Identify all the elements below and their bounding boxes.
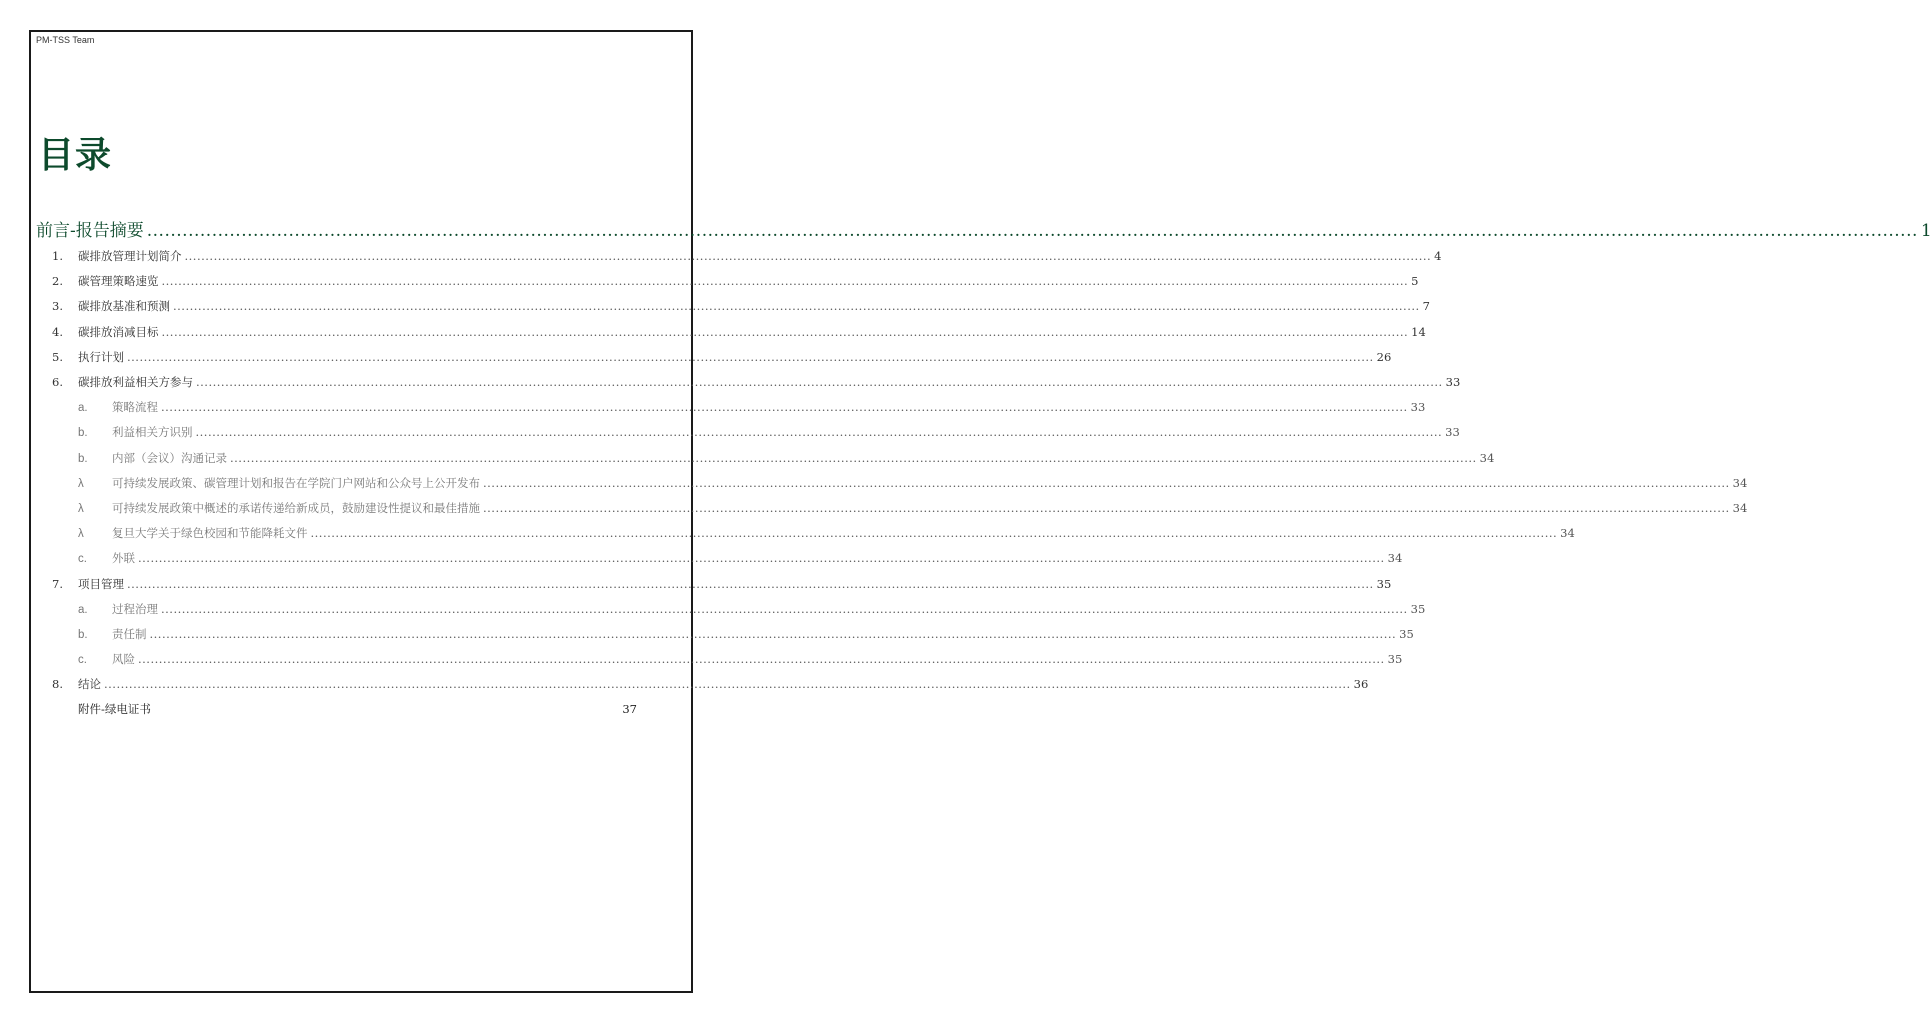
- toc-entry-label: 可持续发展政策、碳管理计划和报告在学院门户网站和公众号上公开发布: [112, 475, 480, 490]
- toc-entry-page: 35: [1387, 652, 1403, 667]
- toc-entry-page: 5: [1411, 274, 1419, 289]
- toc-entry-number: λ: [78, 528, 84, 541]
- toc-entry-page: 34: [1479, 450, 1495, 465]
- toc-entry[interactable]: [52, 349, 1392, 365]
- toc-entry-number: a.: [78, 603, 88, 616]
- toc-entry-number: b.: [78, 427, 88, 440]
- toc-leader: ............................................................................................................................................................................................................................................................................................................: [138, 551, 1385, 566]
- toc-title: 目录: [38, 135, 113, 176]
- toc-leader: ............................................................................................................................................................................................................................................................................................................: [184, 249, 1432, 263]
- toc-entry[interactable]: [78, 475, 1748, 491]
- toc-entry[interactable]: [78, 550, 1403, 566]
- toc-entry-label: 可持续发展政策中概述的承诺传递给新成员，鼓励建设性提议和最佳措施: [112, 501, 480, 515]
- toc-leader: ............................................................................................................................................................................................................................................................................................................: [483, 501, 1730, 515]
- toc-entry-number: c.: [78, 654, 87, 667]
- toc-leader: ............................................................................................................................................................................................................................................................................................................: [161, 601, 1408, 616]
- toc-entry[interactable]: [78, 651, 1403, 667]
- toc-entry-label: 内部（会议）沟通记录: [112, 450, 227, 465]
- toc-entry-number: 5.: [52, 349, 63, 364]
- toc-entry-page: 34: [1560, 526, 1575, 541]
- toc-entry-label: 结论: [78, 677, 101, 692]
- toc-entry-number: 8.: [52, 677, 63, 692]
- toc-entry-number: 7.: [52, 576, 63, 591]
- toc-entry-number: 1.: [52, 249, 63, 263]
- toc-entry[interactable]: [52, 374, 1461, 390]
- toc-entry-page: 34: [1732, 475, 1748, 490]
- toc-entry[interactable]: [52, 576, 1392, 592]
- toc-leader: ............................................................................................................................................................................................................................................................................................................: [196, 375, 1443, 389]
- toc-entry-page: 37: [622, 702, 637, 716]
- toc-entry-number: b.: [78, 629, 88, 641]
- toc-leader: ............................................................................................................................................................................................................................................................................................................: [310, 526, 1558, 541]
- toc-entry-page: 26: [1376, 349, 1392, 364]
- toc-entry[interactable]: [78, 500, 1748, 516]
- toc-leader: ............................................................................................................................................................................................................................................................................................................: [127, 576, 1374, 591]
- toc-leader: ............................................................................................................................................................................................................................................................................................................: [161, 324, 1409, 339]
- toc-entry-label: 执行计划: [78, 349, 124, 364]
- toc-leader: ............................................................................................................................................................................................................................................................................................................: [195, 425, 1443, 440]
- toc-entry[interactable]: [78, 601, 1426, 617]
- toc-entry-label: 前言-报告摘要: [36, 221, 144, 241]
- toc-entry[interactable]: [78, 626, 1414, 642]
- toc-entry-number: 6.: [52, 375, 63, 389]
- toc-entry-label: 碳排放消减目标: [78, 324, 159, 339]
- toc-leader: ............................................................................................................................................................................................................................................................................................................: [138, 652, 1385, 667]
- toc-entry-page: 35: [1410, 601, 1426, 616]
- toc-leader: ............................................................................................................................................................................................................................................................................................................: [161, 400, 1408, 415]
- toc-appendix-entry[interactable]: [78, 701, 637, 717]
- toc-entry-label: 过程治理: [112, 601, 158, 616]
- toc-entry-label: 责任制: [112, 627, 147, 641]
- toc-entry-page: 4: [1434, 249, 1442, 263]
- toc-entry-page: 33: [1445, 425, 1460, 440]
- toc-leader: ............................................................................................................................................................................................................................................................................................................: [149, 627, 1397, 641]
- toc-entry-label: 附件-绿电证书: [78, 702, 151, 716]
- toc-leader: ............................................................................................................................................................................................................................................................................................................: [230, 450, 1477, 465]
- toc-entry-label: 风险: [112, 652, 135, 667]
- toc-entry[interactable]: [52, 676, 1369, 692]
- toc-entry[interactable]: [78, 399, 1426, 415]
- toc-leader: ............................................................................................................................................................................................................................................................................................................: [127, 349, 1374, 364]
- toc-entry-page: 35: [1376, 576, 1392, 591]
- toc-leader: ............................................................................................................................................................................................................................................................................................................: [146, 221, 1918, 241]
- toc-leader: ............................................................................................................................................................................................................................................................................................................: [104, 677, 1351, 692]
- toc-entry-label: 利益相关方识别: [112, 425, 193, 440]
- toc-leader: ............................................................................................................................................................................................................................................................................................................: [173, 299, 1420, 314]
- toc-leader: ............................................................................................................................................................................................................................................................................................................: [161, 274, 1409, 289]
- toc-entry-number: 2.: [52, 274, 63, 289]
- toc-entry-number: λ: [78, 477, 84, 490]
- toc-entry-label: 碳管理策略速览: [78, 274, 159, 289]
- toc-entry[interactable]: [52, 273, 1419, 289]
- header-team: PM-TSS Team: [36, 35, 95, 45]
- toc-entry-number: λ: [78, 503, 84, 515]
- toc-entry[interactable]: [78, 525, 1575, 541]
- toc-entry-page: 36: [1353, 677, 1369, 692]
- toc-entry-label: 项目管理: [78, 576, 124, 591]
- toc-entry-number: 4.: [52, 324, 63, 339]
- toc-entry-number: a.: [78, 402, 88, 415]
- toc-entry-label: 碳排放利益相关方参与: [78, 375, 193, 389]
- toc-entry-label: 复旦大学关于绿色校园和节能降耗文件: [112, 526, 308, 541]
- toc-entry-label: 碳排放基准和预测: [78, 299, 170, 314]
- toc-entry[interactable]: [78, 424, 1460, 440]
- toc-entry-page: 33: [1445, 375, 1461, 389]
- toc-entry-page: 35: [1399, 627, 1414, 641]
- toc-entry-label: 外联: [112, 551, 135, 566]
- toc-leader: ............................................................................................................................................................................................................................................................................................................: [483, 475, 1730, 490]
- toc-entry[interactable]: [78, 450, 1495, 466]
- toc-entry[interactable]: [52, 324, 1426, 340]
- toc-entry-page: 34: [1732, 501, 1748, 515]
- toc-main-entry[interactable]: [36, 216, 1932, 241]
- toc-entry-number: c.: [78, 553, 87, 566]
- toc-entry-page: 14: [1411, 324, 1426, 339]
- toc-entry-number: 3.: [52, 299, 63, 314]
- toc-entry[interactable]: [52, 298, 1430, 314]
- toc-entry[interactable]: [52, 248, 1442, 264]
- toc-entry-label: 碳排放管理计划简介: [78, 249, 182, 263]
- toc-entry-page: 33: [1410, 400, 1426, 415]
- toc-entry-page: 7: [1422, 299, 1430, 314]
- toc-entry-page: 34: [1387, 551, 1403, 566]
- toc-entry-label: 策略流程: [112, 400, 158, 415]
- toc-entry-page: 1: [1920, 221, 1932, 241]
- toc-entry-number: b.: [78, 452, 88, 465]
